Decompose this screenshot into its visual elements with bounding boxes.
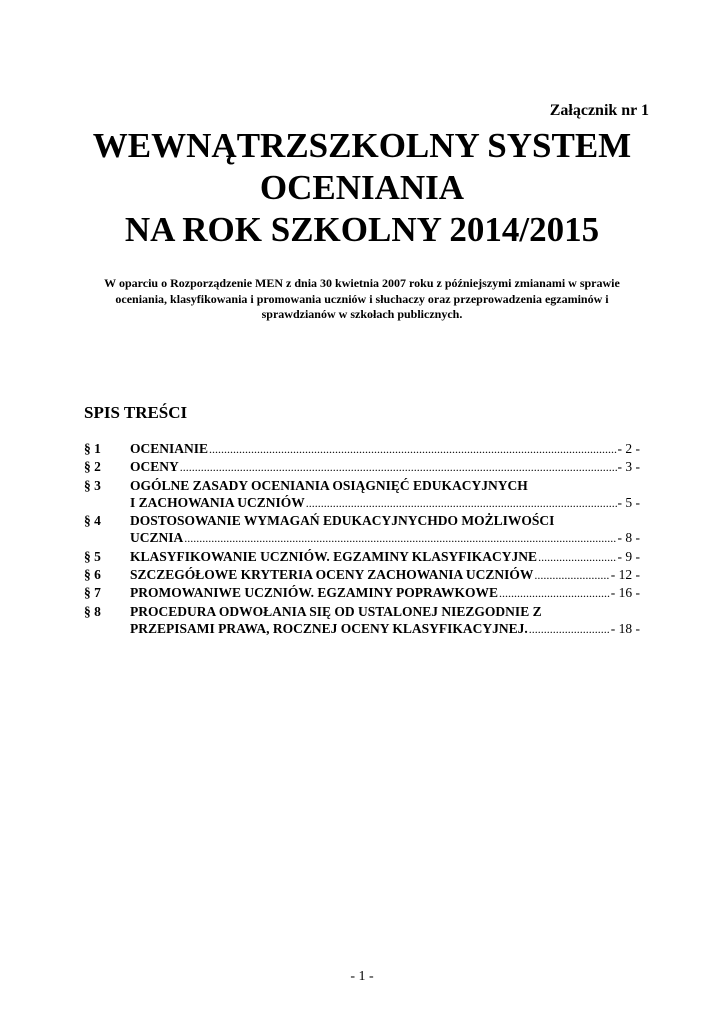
title-line-3: NA ROK SZKOLNY 2014/2015 bbox=[124, 210, 600, 249]
toc-item-page: - 16 - bbox=[610, 585, 640, 601]
toc-leader-dots bbox=[538, 549, 616, 566]
toc-item-page: - 18 - bbox=[610, 620, 640, 636]
toc-item-title[interactable]: OCENIANIE bbox=[130, 441, 209, 456]
toc-item-page: - 8 - bbox=[617, 530, 640, 546]
toc-item-title[interactable]: OCENY bbox=[130, 459, 179, 475]
toc-item-6[interactable] bbox=[84, 566, 640, 584]
toc-leader-dots bbox=[184, 530, 616, 547]
toc-item-title-cont[interactable]: PRZEPISAMI PRAWA, ROCZNEJ OCENY KLASYFIKACYJNEJ. bbox=[130, 620, 528, 636]
toc-item-number: § 7 bbox=[84, 585, 101, 601]
toc-item-1[interactable] bbox=[84, 440, 640, 458]
toc-item-number: § 2 bbox=[84, 459, 101, 475]
toc-leader-dots bbox=[180, 459, 617, 476]
toc-leader-dots bbox=[534, 567, 609, 584]
toc-item-title[interactable]: PROCEDURA ODWOŁANIA SIĘ OD USTALONEJ NIEZGODNIE Z bbox=[130, 603, 542, 619]
annex-label: Załącznik nr 1 bbox=[549, 102, 649, 119]
toc-item-number: § 4 bbox=[84, 513, 101, 529]
page-number: - 1 - bbox=[350, 969, 374, 984]
toc-item-5[interactable] bbox=[84, 548, 640, 566]
toc-item-page: - 2 - bbox=[617, 441, 640, 456]
toc-item-title[interactable]: SZCZEGÓŁOWE KRYTERIA OCENY ZACHOWANIA UCZNIÓW bbox=[130, 567, 534, 583]
toc-item-3[interactable] bbox=[84, 477, 640, 513]
document-title bbox=[0, 125, 724, 251]
toc-item-title[interactable]: KLASYFIKOWANIE UCZNIÓW. EGZAMINY KLASYFIKACYJNE bbox=[130, 548, 538, 564]
toc-leader-dots bbox=[209, 441, 616, 458]
toc-heading: SPIS TREŚCI bbox=[84, 403, 188, 422]
toc-item-page: - 3 - bbox=[617, 459, 640, 475]
toc-item-page: - 9 - bbox=[617, 548, 640, 564]
toc-item-title[interactable]: PROMOWANIWE UCZNIÓW. EGZAMINY POPRAWKOWE bbox=[130, 585, 499, 601]
toc-item-number: § 3 bbox=[84, 477, 101, 493]
toc-item-number: § 1 bbox=[84, 441, 101, 456]
toc-item-number: § 6 bbox=[84, 567, 101, 583]
toc-item-2[interactable] bbox=[84, 458, 640, 476]
intro-paragraph: W oparciu o Rozporządzenie MEN z dnia 30 kwietnia 2007 roku z późniejszymi zmianami w sprawie oceniania, klasyfikowania i promowania uczniów i słuchaczy oraz przeprowadzenia egzaminów i sprawdzianów w szkołach publicznych. bbox=[104, 276, 620, 321]
toc-item-number: § 5 bbox=[84, 548, 101, 564]
toc-item-page: - 5 - bbox=[617, 494, 640, 510]
title-line-1: WEWNĄTRZSZKOLNY SYSTEM bbox=[92, 126, 632, 165]
toc-item-8[interactable] bbox=[84, 603, 640, 639]
toc-leader-dots bbox=[499, 585, 610, 602]
toc-item-7[interactable] bbox=[84, 584, 640, 602]
toc-item-page: - 12 - bbox=[610, 567, 640, 583]
toc-item-number: § 8 bbox=[84, 603, 101, 619]
toc-leader-dots bbox=[306, 495, 617, 512]
toc-item-4[interactable] bbox=[84, 512, 640, 548]
toc-leader-dots bbox=[529, 621, 610, 638]
toc-item-title-cont[interactable]: I ZACHOWANIA UCZNIÓW bbox=[130, 494, 305, 510]
toc-item-title-cont[interactable]: UCZNIA bbox=[130, 530, 184, 546]
toc-item-title[interactable]: DOSTOSOWANIE WYMAGAŃ EDUKACYJNYCHDO MOŻLIWOŚCI bbox=[130, 513, 555, 529]
title-line-2: OCENIANIA bbox=[259, 168, 465, 207]
toc-item-title[interactable]: OGÓLNE ZASADY OCENIANIA OSIĄGNIĘĆ EDUKACYJNYCH bbox=[130, 477, 528, 493]
table-of-contents bbox=[84, 440, 640, 638]
